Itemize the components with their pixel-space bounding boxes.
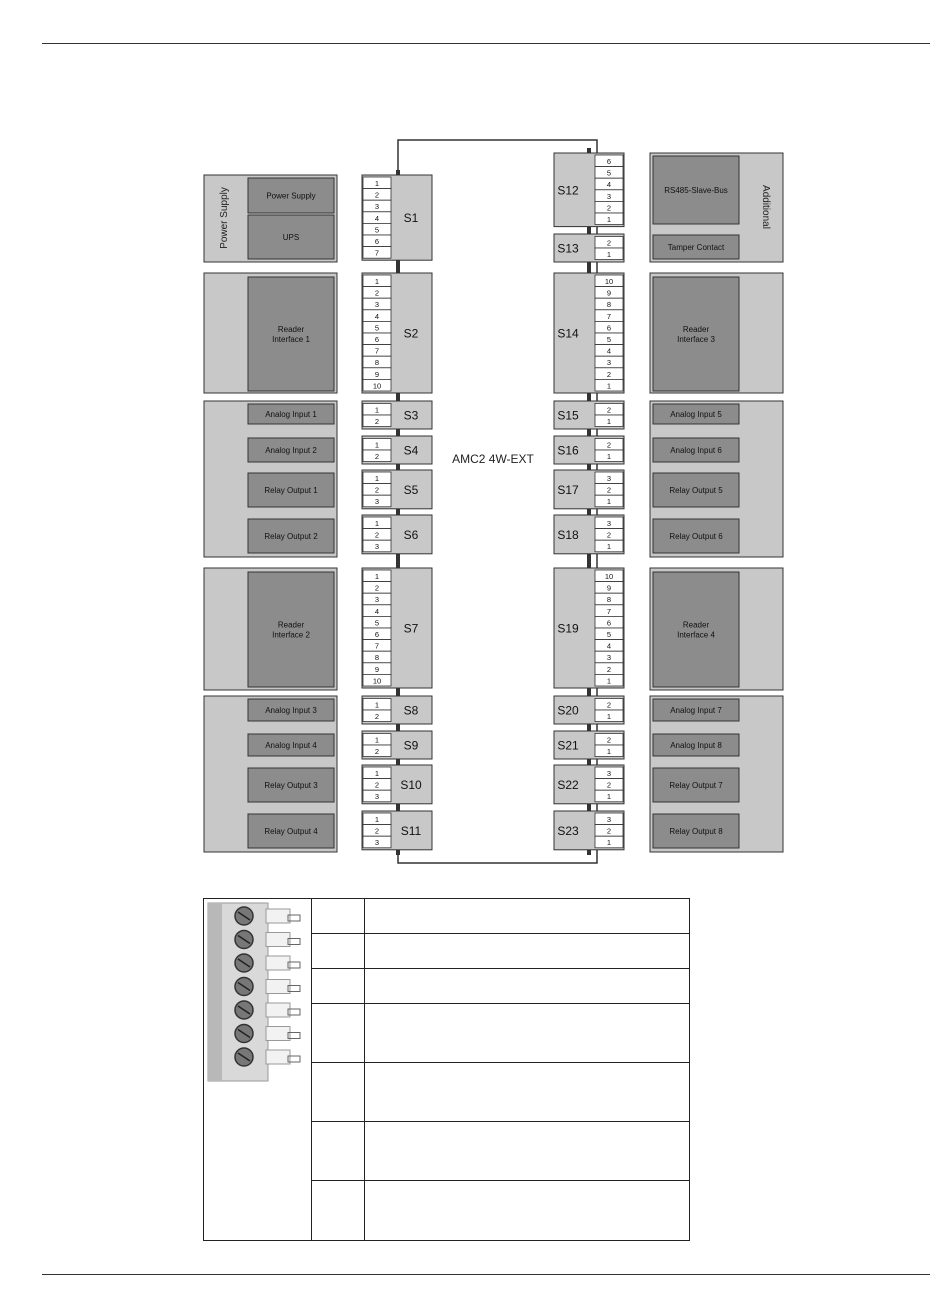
pin-number: 5 xyxy=(606,335,612,344)
pin-number: 8 xyxy=(606,595,612,605)
pin-number: 2 xyxy=(374,452,380,461)
pin-number: 1 xyxy=(606,838,612,848)
pin-number: 4 xyxy=(606,641,612,651)
connector-label: S8 xyxy=(403,703,419,718)
device-reader-interface-4 xyxy=(653,572,739,687)
pin-number: 1 xyxy=(606,417,612,426)
pin-number: 1 xyxy=(374,179,380,188)
connector-label: S12 xyxy=(557,183,579,198)
pin-number: 4 xyxy=(374,311,380,321)
device-label: Interface 4 xyxy=(677,630,715,640)
connector-label: S7 xyxy=(403,621,419,636)
group-label-power-supply: Power Supply xyxy=(219,187,230,249)
pin-number: 9 xyxy=(606,288,612,298)
device-analog-input-3 xyxy=(248,699,334,721)
pin-number: 2 xyxy=(374,780,380,790)
pin-number: 2 xyxy=(606,780,612,790)
device-label: Reader xyxy=(277,620,305,630)
connector-s7 xyxy=(362,568,432,688)
connector-s13 xyxy=(554,234,624,262)
device-label: Relay Output 8 xyxy=(669,827,723,836)
connector-label: S6 xyxy=(403,527,419,542)
pin-number: 1 xyxy=(374,519,380,528)
device-label: Reader xyxy=(682,325,710,334)
pin-number: 5 xyxy=(606,630,612,639)
connector-label: S20 xyxy=(557,703,579,718)
connector-label: S21 xyxy=(557,738,579,753)
pin-number: 3 xyxy=(606,474,612,483)
device-label: Analog Input 5 xyxy=(670,410,722,419)
connector-label: S2 xyxy=(403,326,419,341)
device-label: Analog Input 1 xyxy=(265,410,317,419)
pin-number: 1 xyxy=(374,277,380,286)
pin-number: 6 xyxy=(606,157,612,166)
device-analog-input-6 xyxy=(653,438,739,462)
pin-number: 1 xyxy=(606,542,612,552)
pin-number: 1 xyxy=(606,381,612,391)
pin-number: 3 xyxy=(606,653,612,663)
pin-number: 6 xyxy=(374,237,380,246)
legend-row xyxy=(312,1181,689,1240)
connector-label: S16 xyxy=(557,443,579,458)
pin-number: 4 xyxy=(374,606,380,616)
connector-s17 xyxy=(554,470,624,509)
pin-number: 3 xyxy=(374,542,380,552)
pin-number: 6 xyxy=(606,618,612,628)
connector-label: S15 xyxy=(557,408,579,423)
device-box xyxy=(653,572,739,687)
legend-pin xyxy=(312,969,365,1003)
connector-s1 xyxy=(362,175,432,260)
pin-number: 7 xyxy=(374,346,380,356)
legend-row xyxy=(312,899,689,934)
pin-number: 4 xyxy=(606,346,612,356)
legend-row xyxy=(312,969,689,1004)
connector-s5 xyxy=(362,470,432,509)
pin-number: 1 xyxy=(374,572,380,581)
pin-number: 2 xyxy=(606,485,612,495)
screw-icon xyxy=(235,954,300,972)
legend-rows xyxy=(312,899,689,1240)
device-relay-output-7 xyxy=(653,768,739,802)
connector-label: S11 xyxy=(400,823,422,838)
pin-number: 10 xyxy=(372,381,382,391)
connector-label: S10 xyxy=(400,777,422,792)
device-tamper-contact xyxy=(653,235,739,259)
device-label: Tamper Contact xyxy=(667,243,725,252)
connector-s23 xyxy=(554,811,624,850)
group-label-additional: Additional xyxy=(760,185,771,229)
bottom-rule xyxy=(42,1274,930,1275)
pin-number: 10 xyxy=(372,676,382,686)
pin-number: 2 xyxy=(606,664,612,674)
pin-number: 6 xyxy=(374,335,380,344)
device-label: Analog Input 6 xyxy=(670,446,722,455)
pin-number: 4 xyxy=(374,213,380,223)
legend-row xyxy=(312,1004,689,1063)
pin-number: 3 xyxy=(374,202,380,212)
pin-number: 2 xyxy=(606,826,612,836)
pin-number: 2 xyxy=(374,530,380,540)
device-ups xyxy=(248,215,334,259)
device-analog-input-2 xyxy=(248,438,334,462)
pin-number: 10 xyxy=(604,277,614,286)
connector-label: S3 xyxy=(403,408,419,423)
device-relay-output-4 xyxy=(248,814,334,848)
pin-number: 6 xyxy=(606,323,612,333)
terminal-block-photo xyxy=(204,899,312,1240)
device-label: Analog Input 8 xyxy=(670,741,722,750)
connector-s21 xyxy=(554,731,624,759)
device-analog-input-1 xyxy=(248,404,334,424)
connector-label: S17 xyxy=(557,482,579,497)
device-analog-input-5 xyxy=(653,404,739,424)
legend-description xyxy=(365,1181,689,1240)
legend-description xyxy=(365,934,689,968)
pin-number: 3 xyxy=(374,497,380,507)
pin-number: 9 xyxy=(606,583,612,593)
pin-number: 2 xyxy=(374,583,380,593)
device-relay-output-8 xyxy=(653,814,739,848)
connector-s15 xyxy=(554,401,624,429)
pin-number: 2 xyxy=(606,735,612,745)
connector-s11 xyxy=(362,811,432,850)
pin-number: 1 xyxy=(374,769,380,778)
device-label: Relay Output 5 xyxy=(669,486,723,495)
pin-number: 2 xyxy=(374,826,380,836)
device-box xyxy=(653,277,739,391)
pin-number: 3 xyxy=(374,595,380,605)
connector-s3 xyxy=(362,401,432,429)
connector-label: S5 xyxy=(403,482,419,497)
legend-pin xyxy=(312,934,365,968)
terminal-legend-table xyxy=(203,898,690,1241)
pin-number: 6 xyxy=(374,630,380,639)
device-relay-output-2 xyxy=(248,519,334,553)
connector-s18 xyxy=(554,515,624,554)
pin-number: 2 xyxy=(374,485,380,495)
device-rs485-slave-bus xyxy=(653,156,739,224)
pin-number: 3 xyxy=(606,769,612,778)
legend-row xyxy=(312,1063,689,1122)
terminal-block-icon xyxy=(204,899,311,1240)
pin-number: 2 xyxy=(374,712,380,721)
pin-number: 9 xyxy=(374,369,380,379)
pin-number: 7 xyxy=(374,641,380,651)
connector-s20 xyxy=(554,696,624,724)
device-analog-input-7 xyxy=(653,699,739,721)
screw-icon xyxy=(235,931,300,949)
device-reader-interface-2 xyxy=(248,572,334,687)
device-label: Reader xyxy=(277,325,305,334)
screw-icon xyxy=(235,1001,300,1019)
pin-number: 5 xyxy=(606,168,612,178)
connector-s19 xyxy=(554,568,624,688)
device-relay-output-5 xyxy=(653,473,739,507)
connector-s14 xyxy=(554,273,624,393)
pin-number: 10 xyxy=(604,572,614,581)
pin-number: 9 xyxy=(374,664,380,674)
device-box xyxy=(248,277,334,391)
connector-s2 xyxy=(362,273,432,393)
legend-row xyxy=(312,934,689,969)
connector-label: S13 xyxy=(557,241,579,256)
pin-number: 3 xyxy=(606,815,612,824)
pin-number: 2 xyxy=(606,440,612,450)
connector-label: S18 xyxy=(557,527,579,542)
connector-label: S19 xyxy=(557,621,579,636)
connector-label: S4 xyxy=(403,443,419,458)
pin-number: 5 xyxy=(374,225,380,235)
pin-number: 2 xyxy=(606,530,612,540)
pin-number: 3 xyxy=(374,838,380,848)
pin-number: 2 xyxy=(606,369,612,379)
screw-icon xyxy=(235,1025,300,1043)
pin-number: 7 xyxy=(374,248,380,258)
pin-number: 1 xyxy=(606,497,612,507)
pin-number: 1 xyxy=(374,440,380,450)
pin-number: 2 xyxy=(374,417,380,426)
pin-number: 1 xyxy=(606,712,612,721)
pin-number: 1 xyxy=(606,452,612,461)
pin-number: 2 xyxy=(374,747,380,756)
device-label: Interface 2 xyxy=(272,630,310,640)
pin-number: 2 xyxy=(374,190,380,200)
legend-description xyxy=(365,1063,689,1121)
connector-s12 xyxy=(554,153,624,227)
connector-s6 xyxy=(362,515,432,554)
connector-s9 xyxy=(362,731,432,759)
screw-icon xyxy=(235,1048,300,1066)
screw-icon xyxy=(235,907,300,925)
device-reader-interface-3 xyxy=(653,277,739,391)
connector-s4 xyxy=(362,436,432,464)
device-label: Analog Input 7 xyxy=(670,706,722,715)
device-relay-output-6 xyxy=(653,519,739,553)
pin-number: 1 xyxy=(606,676,612,686)
connector-s8 xyxy=(362,696,432,724)
device-label: Analog Input 2 xyxy=(265,446,317,455)
device-label: Relay Output 6 xyxy=(669,532,723,541)
pin-number: 8 xyxy=(374,358,380,368)
device-label: Relay Output 1 xyxy=(264,486,318,495)
device-label: Interface 3 xyxy=(677,335,715,344)
legend-row xyxy=(312,1122,689,1181)
pin-number: 1 xyxy=(606,747,612,756)
device-label: Relay Output 4 xyxy=(264,827,318,836)
device-reader-interface-1 xyxy=(248,277,334,391)
pin-number: 1 xyxy=(374,735,380,745)
pin-number: 2 xyxy=(374,288,380,298)
pin-number: 5 xyxy=(374,618,380,628)
pin-number: 8 xyxy=(374,653,380,663)
device-label: Analog Input 4 xyxy=(265,741,317,750)
device-box xyxy=(248,572,334,687)
connector-s22 xyxy=(554,765,624,804)
legend-pin xyxy=(312,1063,365,1121)
device-label: Reader xyxy=(682,620,710,630)
pin-number: 2 xyxy=(606,238,612,248)
pin-number: 1 xyxy=(374,815,380,824)
legend-description xyxy=(365,969,689,1003)
device-label: Interface 1 xyxy=(272,335,310,344)
device-analog-input-8 xyxy=(653,734,739,756)
pin-number: 3 xyxy=(374,792,380,802)
device-label: RS485-Slave-Bus xyxy=(664,186,728,195)
pin-number: 8 xyxy=(606,300,612,310)
pin-number: 4 xyxy=(606,180,612,190)
connector-label: S14 xyxy=(557,326,579,341)
pin-number: 3 xyxy=(606,358,612,368)
legend-pin xyxy=(312,1122,365,1180)
device-analog-input-4 xyxy=(248,734,334,756)
device-power-supply xyxy=(248,178,334,213)
pin-number: 3 xyxy=(606,191,612,201)
connector-label: S23 xyxy=(557,823,579,838)
pin-number: 3 xyxy=(606,519,612,528)
connector-label: S9 xyxy=(403,738,419,753)
pin-number: 1 xyxy=(374,405,380,415)
device-label: Relay Output 2 xyxy=(264,532,318,541)
connector-label: S22 xyxy=(557,777,579,792)
device-label: Relay Output 3 xyxy=(264,781,318,790)
screw-icon xyxy=(235,978,300,996)
pin-number: 7 xyxy=(606,606,612,616)
legend-pin xyxy=(312,1181,365,1240)
legend-pin xyxy=(312,1004,365,1062)
pin-number: 1 xyxy=(374,474,380,483)
pin-number: 1 xyxy=(606,792,612,802)
connector-label: S1 xyxy=(403,211,419,226)
device-label: Analog Input 3 xyxy=(265,706,317,715)
device-relay-output-1 xyxy=(248,473,334,507)
pin-number: 5 xyxy=(374,323,380,333)
board-label: AMC2 4W-EXT xyxy=(452,452,534,466)
connector-s16 xyxy=(554,436,624,464)
legend-description xyxy=(365,1122,689,1180)
pin-number: 1 xyxy=(374,700,380,710)
connector-s10 xyxy=(362,765,432,804)
device-label: Relay Output 7 xyxy=(669,781,723,790)
legend-description xyxy=(365,899,689,933)
pin-number: 2 xyxy=(606,405,612,415)
legend-description xyxy=(365,1004,689,1062)
pin-number: 2 xyxy=(606,700,612,710)
pin-number: 1 xyxy=(606,215,612,224)
device-label: Power Supply xyxy=(266,191,316,201)
pin-number: 1 xyxy=(606,250,612,259)
pin-number: 7 xyxy=(606,311,612,321)
device-relay-output-3 xyxy=(248,768,334,802)
pin-number: 2 xyxy=(606,203,612,213)
legend-pin xyxy=(312,899,365,933)
pin-number: 3 xyxy=(374,300,380,310)
device-label: UPS xyxy=(282,233,300,242)
